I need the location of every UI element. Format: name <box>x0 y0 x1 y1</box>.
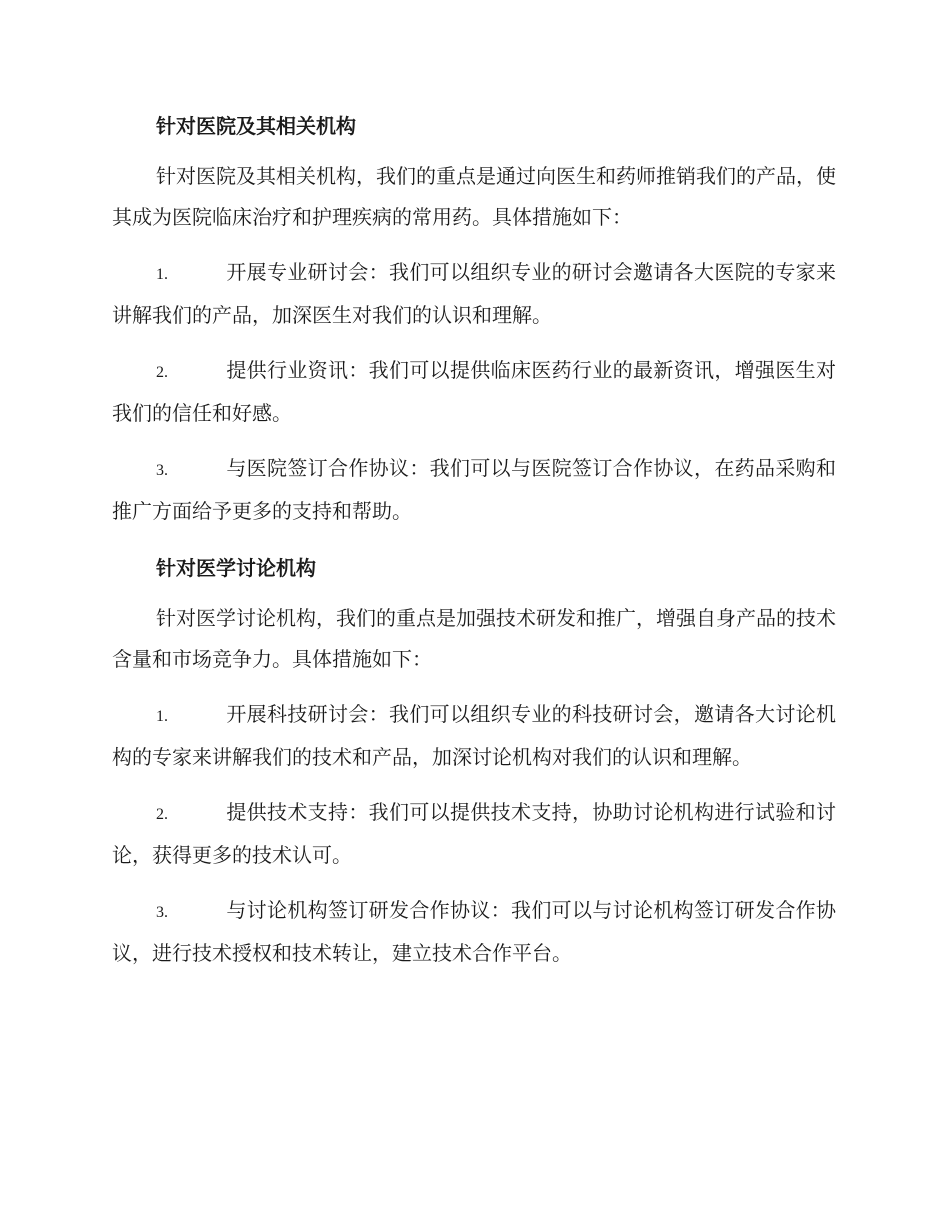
list-item-text: 提供行业资讯：我们可以提供临床医药行业的最新资讯，增强医生对我们的信任和好感。 <box>112 358 836 425</box>
list-item <box>112 448 836 532</box>
document-page <box>112 104 836 988</box>
list-item-text: 与医院签订合作协议：我们可以与医院签订合作协议，在药品采购和推广方面给予更多的支持和帮助。 <box>112 456 836 523</box>
list-number: 2. <box>156 364 168 381</box>
section-heading: 针对医学讨论机构 <box>156 556 316 580</box>
list-item-text: 提供技术支持：我们可以提供技术支持，协助讨论机构进行试验和讨论，获得更多的技术认可。 <box>112 800 836 867</box>
list-item-text: 开展专业研讨会：我们可以组织专业的研讨会邀请各大医院的专家来讲解我们的产品，加深医生对我们的认识和理解。 <box>112 260 836 327</box>
list-item <box>112 792 836 876</box>
list-number: 1. <box>156 266 168 283</box>
list-item-text: 开展科技研讨会：我们可以组织专业的科技研讨会，邀请各大讨论机构的专家来讲解我们的技术和产品，加深讨论机构对我们的认识和理解。 <box>112 702 836 769</box>
list-item <box>112 694 836 778</box>
list-number: 3. <box>156 462 168 479</box>
section-heading: 针对医院及其相关机构 <box>156 114 356 138</box>
list-item <box>112 890 836 974</box>
list-number: 1. <box>156 708 168 725</box>
section-research-institutions <box>112 546 836 974</box>
list-item <box>112 350 836 434</box>
section-hospitals <box>112 104 836 532</box>
list-number: 2. <box>156 806 168 823</box>
list-item <box>112 252 836 336</box>
list-item-text: 与讨论机构签订研发合作协议：我们可以与讨论机构签订研发合作协议，进行技术授权和技术转让，建立技术合作平台。 <box>112 898 836 965</box>
section-intro: 针对医学讨论机构，我们的重点是加强技术研发和推广，增强自身产品的技术含量和市场竞争力。具体措施如下： <box>112 606 836 671</box>
section-intro: 针对医院及其相关机构，我们的重点是通过向医生和药师推销我们的产品，使其成为医院临床治疗和护理疾病的常用药。具体措施如下： <box>112 164 836 229</box>
list-number: 3. <box>156 904 168 921</box>
